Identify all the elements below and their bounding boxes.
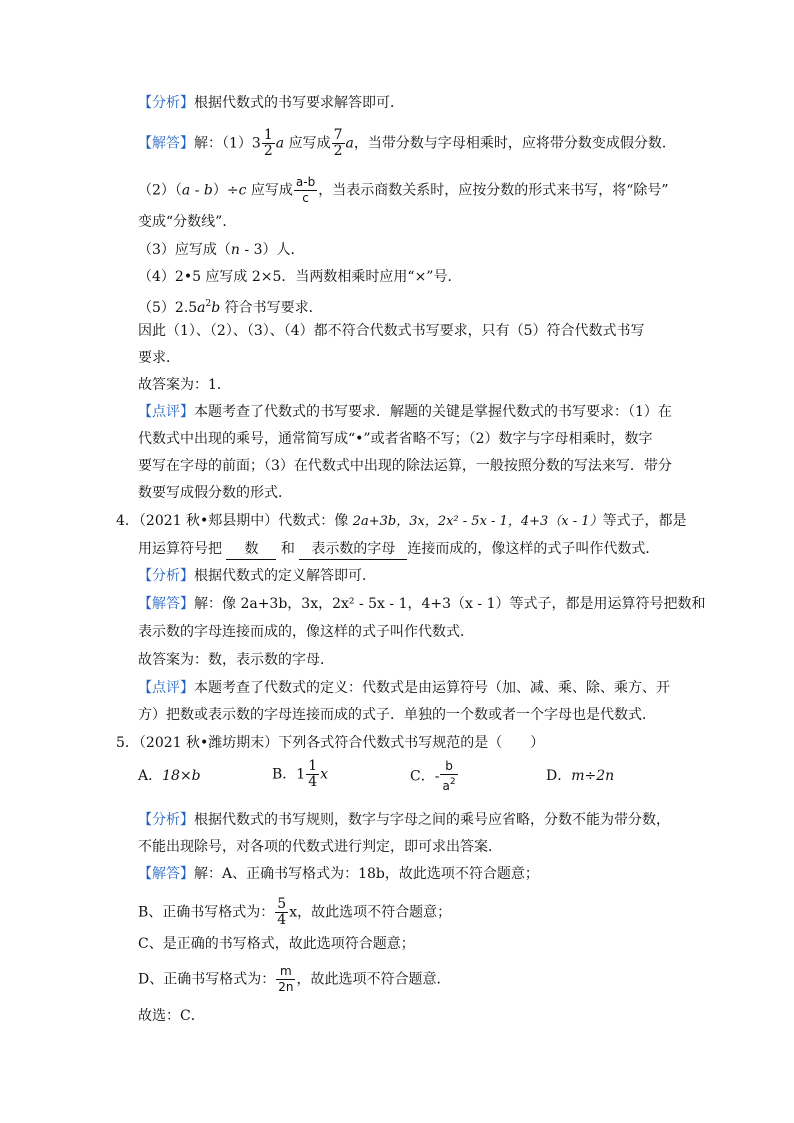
q3-answer-4: （4）2•5 应写成 2×5．当两数相乘时应用“×”号． bbox=[138, 269, 462, 285]
q3-a2-post: ，当表示商数关系时，应按分数的形式来书写，将“除号” bbox=[318, 182, 669, 199]
q5-stem-text: （2021 秋•潍坊期末）下列各式符合代数式书写规范的是（ ） bbox=[138, 735, 545, 751]
q5-answer-c: C、是正确的书写格式，故此选项符合题意； bbox=[138, 936, 415, 952]
exponent: 2 bbox=[205, 299, 212, 309]
fraction-1-4 bbox=[306, 759, 319, 790]
q4-blank-1: 数 bbox=[226, 539, 276, 560]
frac-num: a-b bbox=[295, 175, 316, 189]
frac-den: 4 bbox=[277, 912, 287, 928]
fraction-a-b-over-c bbox=[294, 175, 317, 206]
question-number: 4． bbox=[116, 513, 139, 529]
q4-stem-1 bbox=[116, 511, 687, 532]
comment-tag: 【点评】 bbox=[138, 680, 194, 696]
q3-final-answer: 故答案为：1． bbox=[138, 377, 231, 393]
q3-conclusion-2: 要求． bbox=[138, 350, 180, 366]
q5-answer-a-text: 解：A、正确书写格式为：18b，故此选项不符合题意； bbox=[194, 866, 539, 882]
var-c: c bbox=[238, 182, 247, 199]
q3-a2-write: 应写成 bbox=[246, 182, 293, 199]
comment-tag: 【点评】 bbox=[138, 404, 194, 420]
q5-stem bbox=[116, 733, 544, 753]
q4-final-answer: 故答案为：数，表示数的字母． bbox=[138, 652, 334, 668]
fraction-5-4 bbox=[275, 897, 288, 928]
q5-analysis-1 bbox=[138, 810, 670, 830]
q3-conclusion-1: 因此（1）、（2）、（3）、（4）都不符合代数式书写要求，只有（5）符合代数式书写 bbox=[138, 323, 645, 339]
frac-den: c bbox=[302, 191, 309, 205]
answer-tag: 【解答】 bbox=[138, 135, 194, 152]
var-b: b bbox=[211, 300, 221, 316]
q3-answer-2-cont: 变成“分数线”． bbox=[138, 214, 237, 230]
option-a-expr: 18×b bbox=[162, 768, 201, 784]
q5-option-a bbox=[138, 766, 201, 786]
q4-stem2-mid: 和 bbox=[280, 541, 295, 557]
frac-num: 1 bbox=[263, 127, 273, 143]
fraction-1-2 bbox=[262, 128, 275, 159]
q5-answer-d-post: ，故此选项不符合题意． bbox=[296, 971, 451, 988]
answer-tag: 【解答】 bbox=[138, 866, 194, 882]
q3-analysis bbox=[138, 93, 404, 113]
q3-answer-1 bbox=[138, 128, 676, 159]
q3-a1-prefix: 解：（1） bbox=[194, 135, 252, 152]
fraction-b-over-a2 bbox=[440, 759, 457, 794]
option-label: D． bbox=[546, 768, 572, 784]
minus: - bbox=[434, 768, 440, 785]
q4-answer-1 bbox=[138, 594, 705, 614]
q4-comment-1 bbox=[138, 678, 670, 698]
q4-source: （2021 秋•郏县期中）代数式：像 bbox=[138, 513, 353, 529]
q3-analysis-text: 根据代数式的书写要求解答即可． bbox=[194, 95, 404, 111]
var-a: a bbox=[197, 300, 206, 316]
q3-a1-whole: 3 bbox=[251, 135, 261, 152]
q5-answer-a bbox=[138, 864, 539, 884]
q3-comment-2: 代数式中出现的乘号，通常简写成“•”或者省略不写；（2）数字与字母相乘时，数字 bbox=[138, 431, 653, 447]
q4-stem-post: 等式子，都是 bbox=[602, 513, 687, 529]
fraction-m-over-2n bbox=[276, 964, 295, 995]
q3-comment-text: 本题考查了代数式的书写要求．解题的关键是掌握代数式的书写要求：（1）在 bbox=[194, 404, 672, 420]
q4-answer-2: 表示数的字母连接而成的，像这样的式子叫作代数式． bbox=[138, 624, 474, 640]
q5-answer-d-pre: D、正确书写格式为： bbox=[138, 971, 276, 988]
var-b: b bbox=[203, 182, 213, 199]
q3-answer-3 bbox=[138, 240, 305, 260]
frac-num: b bbox=[440, 759, 457, 775]
q3-a2-mid: ）÷ bbox=[212, 182, 239, 199]
q4-comment-2: 方）把数或表示数的字母连接而成的式子．单独的一个数或者一个字母也是代数式． bbox=[138, 707, 656, 723]
frac-num: 5 bbox=[277, 896, 287, 912]
var-x: x bbox=[320, 766, 329, 783]
q5-option-c bbox=[410, 759, 459, 794]
answer-tag: 【解答】 bbox=[138, 596, 194, 612]
frac-den: 2n bbox=[278, 980, 294, 994]
q4-comment-text: 本题考查了代数式的定义：代数式是由运算符号（加、减、乘、除、乘方、开 bbox=[194, 680, 670, 696]
var-n: n bbox=[230, 242, 240, 258]
fraction-7-2 bbox=[332, 128, 345, 159]
q4-analysis bbox=[138, 566, 376, 586]
frac-num: 7 bbox=[333, 127, 343, 143]
var-a: a bbox=[275, 135, 285, 152]
q4-stem-2 bbox=[138, 539, 659, 560]
frac-den bbox=[440, 775, 457, 794]
q3-a3-prefix: （3）应写成（ bbox=[138, 242, 231, 258]
q5-analysis-text: 根据代数式的书写规则，数字与字母之间的乘号应省略，分数不能为带分数， bbox=[194, 812, 670, 828]
q4-expressions: 2a+3b，3x，2x² - 5x - 1，4+3（x - 1） bbox=[352, 514, 603, 529]
q3-a2-prefix: （2）（ bbox=[138, 182, 182, 199]
frac-num: 1 bbox=[308, 758, 318, 774]
frac-den: 2 bbox=[333, 143, 343, 159]
q3-a5-prefix: （5）2.5 bbox=[138, 300, 198, 316]
q4-stem2-post: 连接而成的，像这样的式子叫作代数式． bbox=[407, 541, 660, 557]
q4-answer-text: 解：像 2a+3b，3x，2x² - 5x - 1，4+3（x - 1）等式子，都是用运算符号把数和 bbox=[194, 596, 706, 612]
question-number: 5． bbox=[116, 735, 139, 751]
var-a: a bbox=[181, 182, 191, 199]
q3-comment-1 bbox=[138, 402, 672, 422]
analysis-tag: 【分析】 bbox=[138, 568, 194, 584]
q3-a3-post: - 3）人． bbox=[239, 242, 305, 258]
q5-option-d bbox=[546, 766, 614, 786]
frac-den: 4 bbox=[308, 774, 318, 790]
q5-final-answer: 故选：C． bbox=[138, 1008, 205, 1024]
q5-answer-b-post: x，故此选项不符合题意； bbox=[289, 904, 452, 921]
q5-answer-d bbox=[138, 964, 450, 995]
option-label: C． bbox=[410, 768, 435, 785]
q3-a1-post: ，当带分数与字母相乘时，应将带分数变成假分数． bbox=[353, 135, 676, 152]
analysis-tag: 【分析】 bbox=[138, 812, 194, 828]
q3-answer-2 bbox=[138, 175, 669, 206]
frac-den: 2 bbox=[263, 143, 273, 159]
analysis-tag: 【分析】 bbox=[138, 95, 194, 111]
q3-comment-4: 数要写成假分数的形式． bbox=[138, 485, 292, 501]
q4-blank-2: 表示数的字母 bbox=[299, 539, 407, 560]
frac-num: m bbox=[276, 964, 295, 980]
q4-stem2-pre: 用运算符号把 bbox=[138, 541, 222, 557]
q5-analysis-2: 不能出现除号，对各项的代数式进行判定，即可求出答案． bbox=[138, 839, 502, 855]
q3-a1-mid: 应写成 bbox=[284, 135, 331, 152]
q4-analysis-text: 根据代数式的定义解答即可． bbox=[194, 568, 376, 584]
q3-answer-5 bbox=[138, 294, 323, 318]
q3-comment-3: 要写在字母的前面；（3）在代数式中出现的除法运算，一般按照分数的写法来写．带分 bbox=[138, 458, 672, 474]
den-base: a bbox=[442, 779, 450, 793]
exponent: 2 bbox=[449, 777, 456, 787]
var-a: a bbox=[345, 135, 354, 152]
option-label: B． bbox=[272, 766, 297, 783]
q5-option-b bbox=[272, 759, 328, 790]
q5-answer-b bbox=[138, 897, 451, 928]
option-label: A． bbox=[138, 768, 163, 784]
q5-answer-b-pre: B、正确书写格式为： bbox=[138, 904, 275, 921]
option-b-whole: 1 bbox=[296, 766, 306, 783]
minus: - bbox=[190, 182, 204, 199]
q3-a5-post: 符合书写要求． bbox=[220, 300, 323, 316]
option-d-expr: m÷2n bbox=[571, 768, 615, 784]
